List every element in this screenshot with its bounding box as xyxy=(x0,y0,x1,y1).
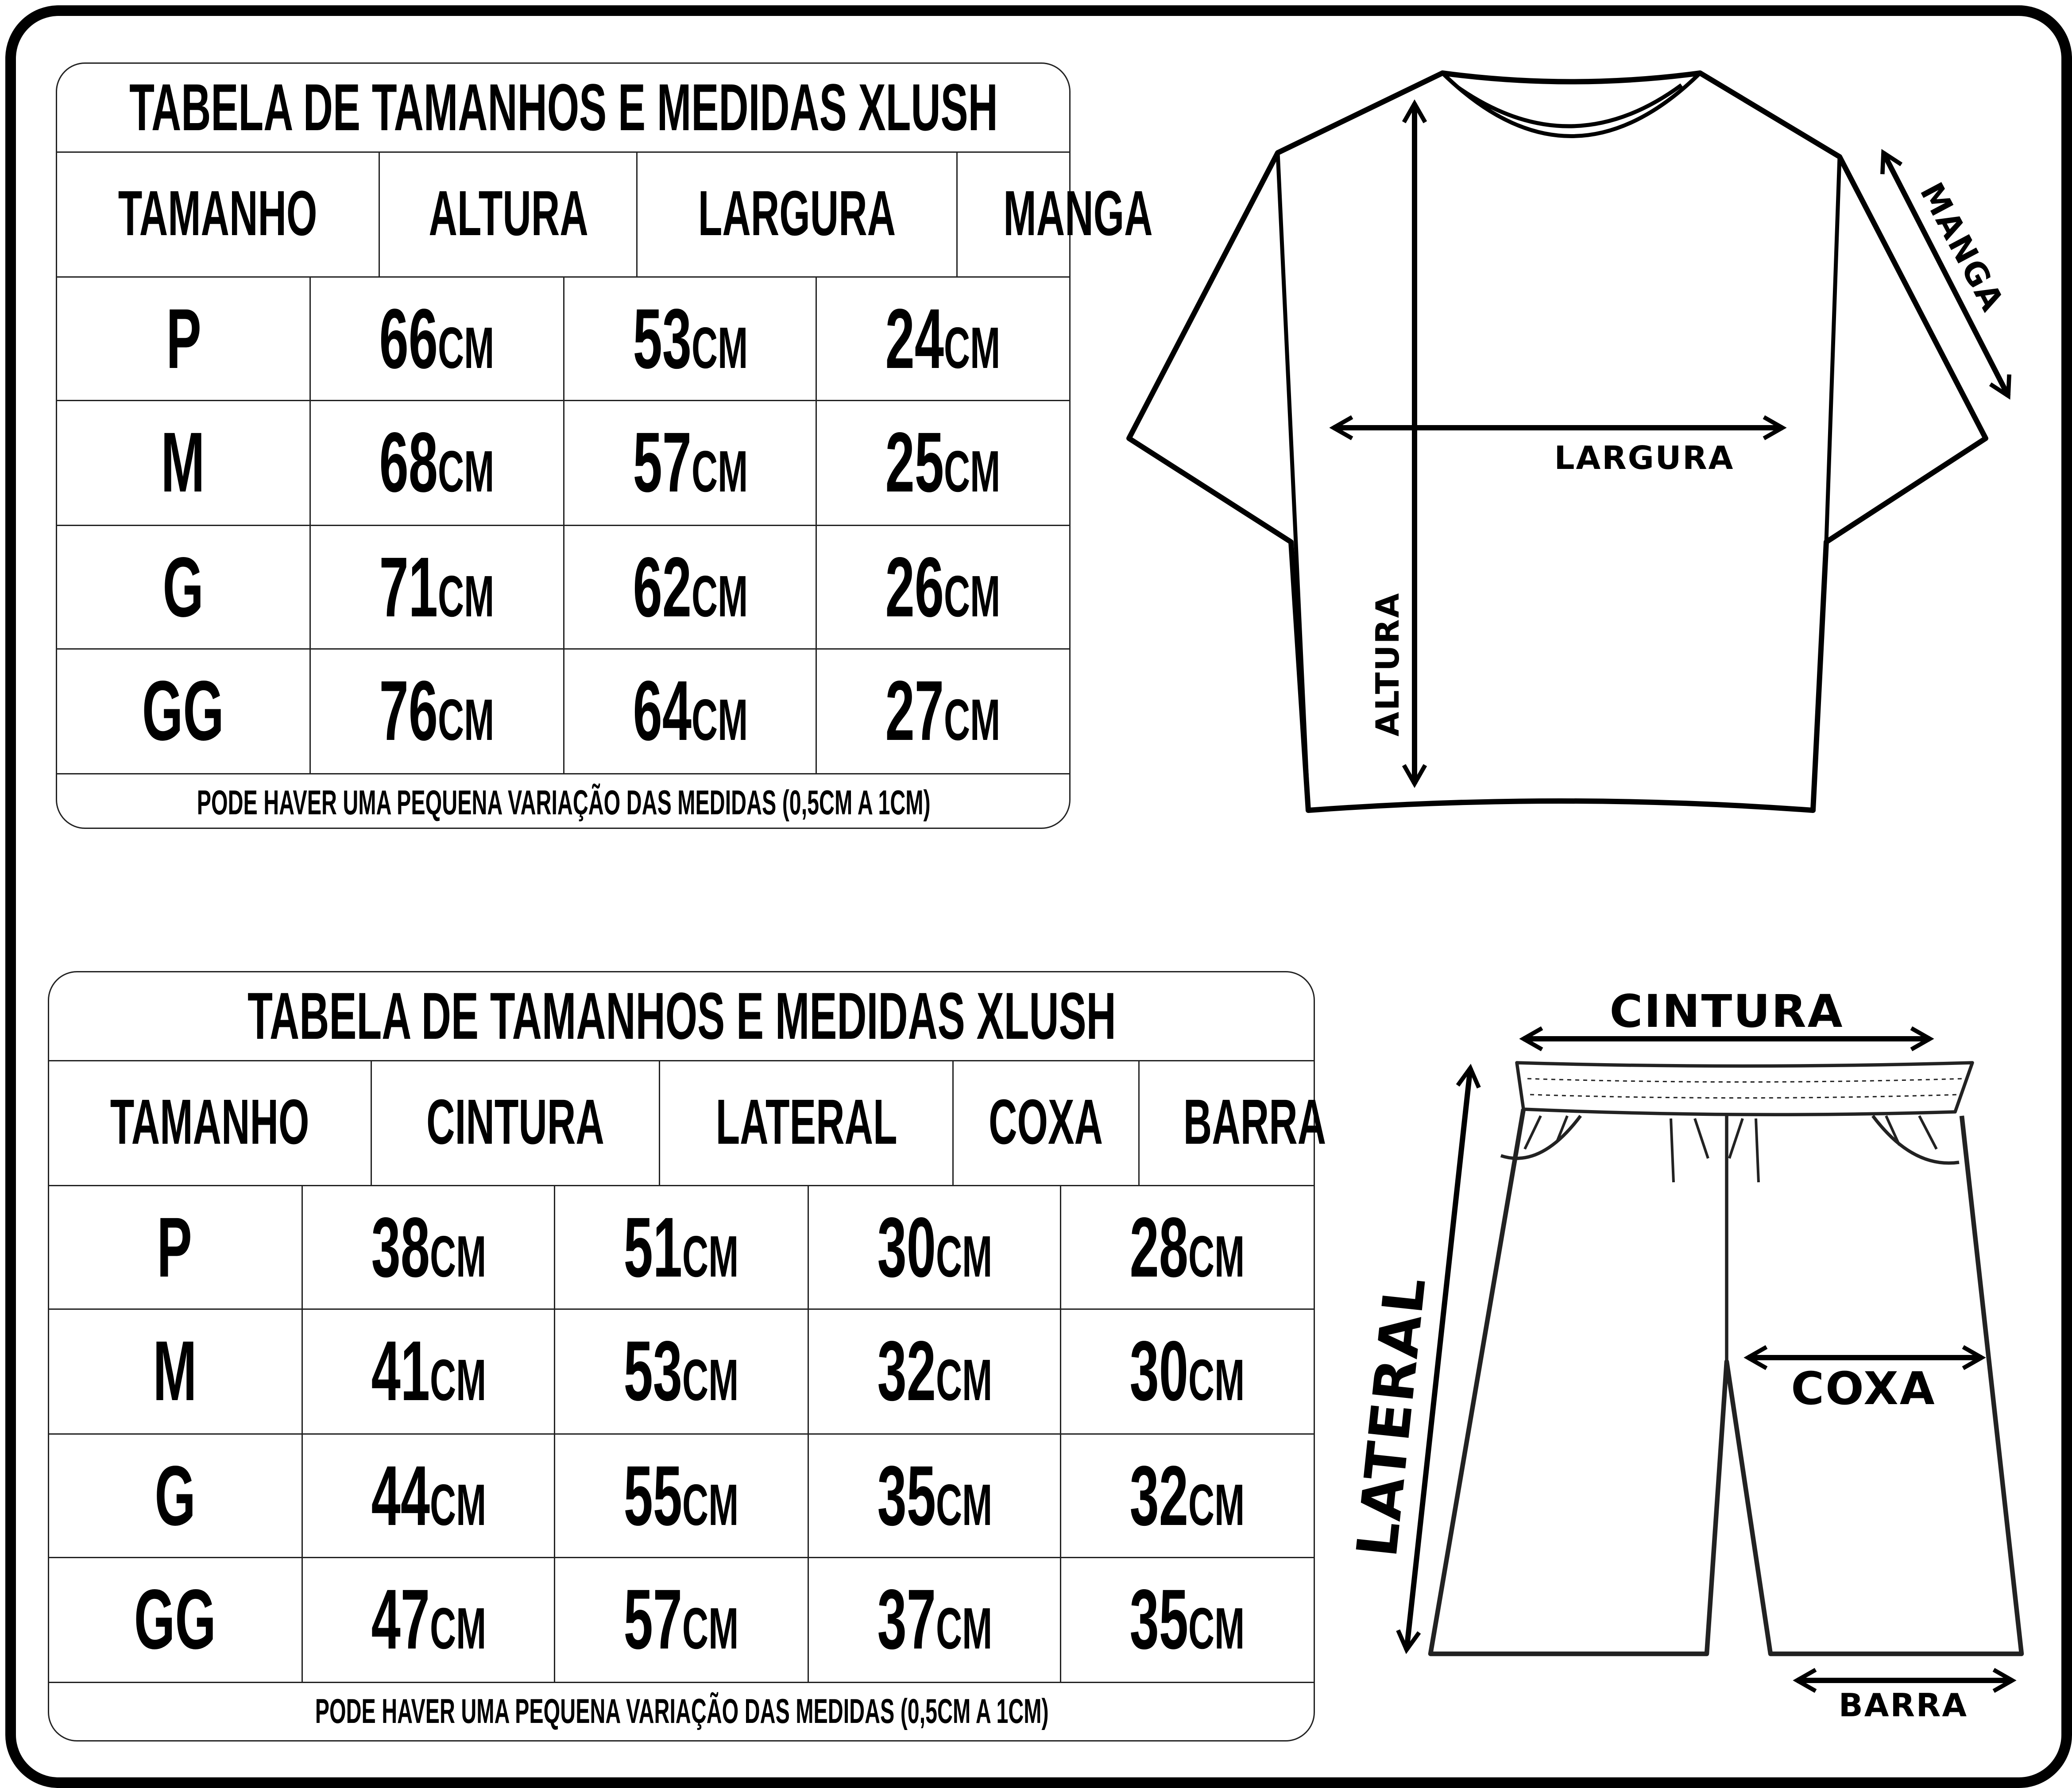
measure-unit: CM xyxy=(1189,1348,1245,1414)
measure-number: 32 xyxy=(877,1323,936,1419)
measure-unit: CM xyxy=(429,1348,486,1414)
measure-number: 64 xyxy=(632,663,691,759)
column-header-text: LATERAL xyxy=(715,1088,897,1158)
measure-number: 28 xyxy=(1130,1199,1189,1295)
altura-label: ALTURA xyxy=(1369,592,1406,737)
measure-unit: CM xyxy=(935,1597,992,1662)
measure-number: 68 xyxy=(379,414,438,511)
measure-unit: CM xyxy=(944,316,1001,381)
measure-unit: CM xyxy=(944,688,1001,754)
measure-unit: CM xyxy=(437,688,494,754)
size-label: G xyxy=(155,1447,196,1544)
measure-number: 57 xyxy=(624,1571,683,1668)
measure-unit: CM xyxy=(1189,1473,1245,1538)
measure-unit: CM xyxy=(944,564,1001,630)
measure-number: 47 xyxy=(371,1571,429,1668)
shorts-waistband xyxy=(1517,1063,1972,1115)
measure-unit: CM xyxy=(682,1224,739,1290)
shorts-waistband-elastic xyxy=(1527,1079,1963,1098)
barra-label: BARRA xyxy=(1838,1687,1968,1724)
measure-number: 62 xyxy=(632,539,691,635)
measure-number: 30 xyxy=(877,1199,936,1295)
measure-unit: CM xyxy=(437,316,494,381)
lateral-label: LATERAL xyxy=(1344,1273,1439,1560)
column-header-text: COXA xyxy=(989,1088,1103,1158)
footnote-text: PODE HAVER UMA PEQUENA VARIAÇÃO DAS MEDIDAS (0,5CM A 1CM) xyxy=(196,782,930,822)
measure-unit: CM xyxy=(944,440,1001,505)
measure-number: 41 xyxy=(371,1323,429,1419)
measure-unit: CM xyxy=(935,1348,992,1414)
measure-unit: CM xyxy=(437,564,494,630)
footnote-text: PODE HAVER UMA PEQUENA VARIAÇÃO DAS MEDIDAS (0,5CM A 1CM) xyxy=(314,1691,1048,1731)
measure-number: 27 xyxy=(885,663,944,759)
measure-number: 26 xyxy=(885,539,944,635)
measure-number: 55 xyxy=(624,1447,683,1544)
measure-unit: CM xyxy=(429,1473,486,1538)
measure-number: 53 xyxy=(624,1323,683,1419)
size-label: M xyxy=(153,1323,197,1419)
column-header-text: TAMANHO xyxy=(118,179,317,250)
column-header-text: LARGURA xyxy=(699,179,897,250)
measure-number: 35 xyxy=(1130,1571,1189,1668)
size-label: GG xyxy=(142,663,224,759)
measure-unit: CM xyxy=(691,440,747,505)
measure-number: 66 xyxy=(379,290,438,387)
column-header-text: TAMANHO xyxy=(110,1088,309,1158)
table-title-text: TABELA DE TAMANHOS E MEDIDAS XLUSH xyxy=(129,70,997,145)
largura-label: LARGURA xyxy=(1554,439,1735,476)
coxa-label: COXA xyxy=(1791,1362,1936,1415)
column-header-text: CINTURA xyxy=(426,1088,604,1158)
measure-unit: CM xyxy=(1189,1597,1245,1662)
measure-number: 51 xyxy=(624,1199,683,1295)
size-label: G xyxy=(162,539,204,635)
measure-unit: CM xyxy=(682,1597,739,1662)
measure-unit: CM xyxy=(691,316,747,381)
column-header-text: BARRA xyxy=(1183,1088,1326,1158)
measure-unit: CM xyxy=(682,1348,739,1414)
measure-number: 57 xyxy=(632,414,691,511)
size-label: P xyxy=(165,290,201,387)
measure-number: 32 xyxy=(1130,1447,1189,1544)
size-label: M xyxy=(161,414,205,511)
measure-number: 44 xyxy=(371,1447,429,1544)
measure-number: 38 xyxy=(371,1199,429,1295)
measure-unit: CM xyxy=(935,1224,992,1290)
measure-unit: CM xyxy=(1189,1224,1245,1290)
measure-number: 30 xyxy=(1130,1323,1189,1419)
measure-unit: CM xyxy=(429,1224,486,1290)
measure-unit: CM xyxy=(935,1473,992,1538)
measure-number: 37 xyxy=(877,1571,936,1668)
measure-unit: CM xyxy=(682,1473,739,1538)
measure-number: 53 xyxy=(632,290,691,387)
manga-label: MANGA xyxy=(1913,176,2012,318)
cintura-label: CINTURA xyxy=(1609,985,1844,1038)
measure-number: 25 xyxy=(885,414,944,511)
measure-number: 71 xyxy=(379,539,438,635)
measure-number: 35 xyxy=(877,1447,936,1544)
measure-unit: CM xyxy=(691,564,747,630)
measure-number: 24 xyxy=(885,290,944,387)
column-header-text: MANGA xyxy=(1004,179,1153,250)
size-label: P xyxy=(157,1199,193,1295)
column-header-text: ALTURA xyxy=(428,179,588,250)
measure-unit: CM xyxy=(437,440,494,505)
table-title-text: TABELA DE TAMANHOS E MEDIDAS XLUSH xyxy=(247,979,1116,1053)
measure-unit: CM xyxy=(429,1597,486,1662)
measure-unit: CM xyxy=(691,688,747,754)
measure-number: 76 xyxy=(379,663,438,759)
size-label: GG xyxy=(134,1571,216,1668)
